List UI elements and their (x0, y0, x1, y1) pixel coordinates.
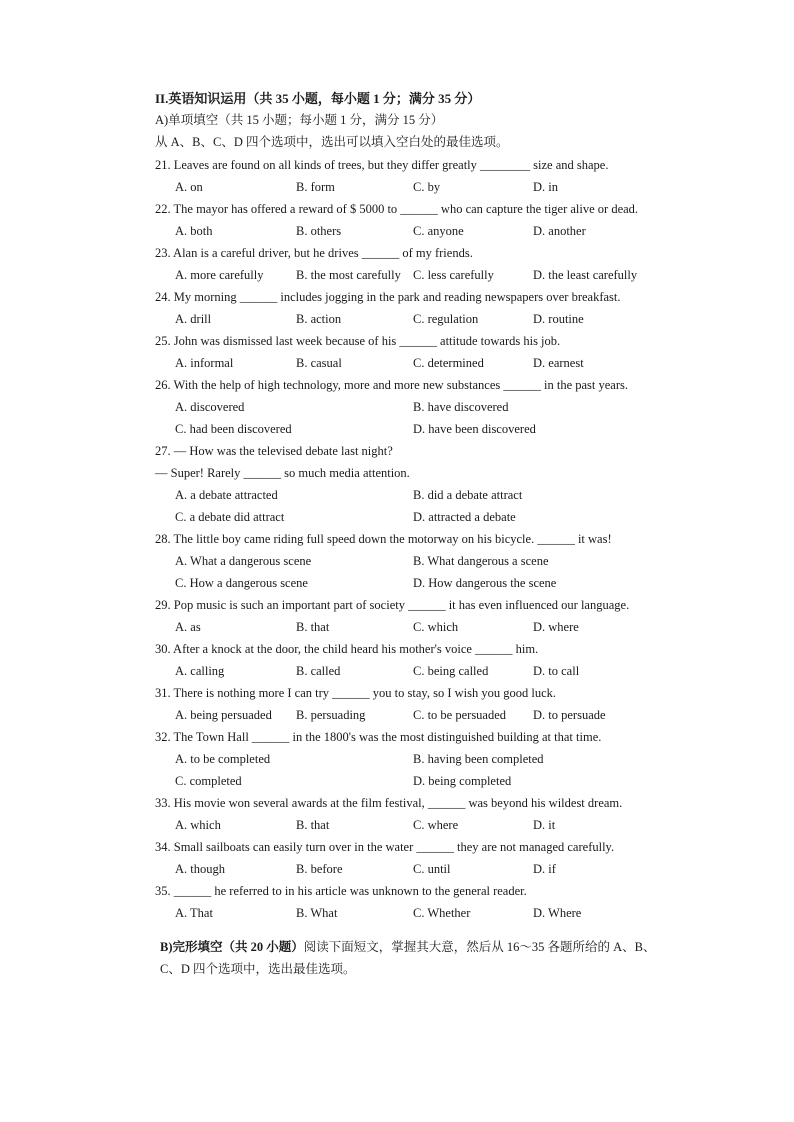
options-row (155, 814, 715, 836)
option-a: A. being persuaded (175, 708, 272, 722)
option-a: A. both (175, 224, 213, 238)
options-row (155, 616, 715, 638)
question-stem: 27. — How was the televised debate last night? (155, 444, 393, 458)
option-a: A. What a dangerous scene (175, 554, 312, 568)
question-item (155, 682, 715, 726)
option-c: C. regulation (413, 312, 479, 326)
option-d: D. to persuade (533, 708, 606, 722)
part-b-instruction-1: 阅读下面短文，掌握其大意，然后从 16～35 各题所给的 A、B、 (303, 940, 656, 954)
options-row (155, 396, 715, 418)
option-c: C. completed (175, 774, 242, 788)
question-item (155, 528, 715, 594)
instruction-text: 从 A、B、C、D 四个选项中，选出可以填入空白处的最佳选项。 (155, 135, 509, 149)
option-b: B. before (296, 862, 343, 876)
options-row (155, 506, 715, 528)
part-a-title: A)单项填空（共 15 小题；每小题 1 分，满分 15 分） (155, 113, 444, 127)
option-d: D. being completed (413, 774, 512, 788)
options-row (155, 550, 715, 572)
option-d: D. where (533, 620, 579, 634)
option-c: C. which (413, 620, 459, 634)
option-b: B. What (296, 906, 338, 920)
options-row (155, 176, 715, 198)
question-stem: 31. There is nothing more I can try ______ you to stay, so I wish you good luck. (155, 686, 556, 700)
part-b-instruction-2: C、D 四个选项中，选出最佳选项。 (160, 962, 356, 976)
option-c: C. by (413, 180, 441, 194)
question-item (155, 440, 715, 528)
option-d: D. if (533, 862, 556, 876)
option-a: A. which (175, 818, 221, 832)
option-b: B. the most carefully (296, 268, 401, 282)
question-item (155, 154, 715, 198)
part-b-intro (160, 936, 720, 980)
option-d: D. it (533, 818, 556, 832)
question-stem: 34. Small sailboats can easily turn over in the water ______ they are not managed carefully. (155, 840, 615, 854)
option-c: C. a debate did attract (175, 510, 285, 524)
question-item (155, 836, 715, 880)
option-b: B. action (296, 312, 342, 326)
option-b: B. What dangerous a scene (413, 554, 549, 568)
option-c: C. where (413, 818, 459, 832)
question-stem: 25. John was dismissed last week because of his ______ attitude towards his job. (155, 334, 561, 348)
options-row (155, 902, 715, 924)
options-row (155, 858, 715, 880)
option-a: A. calling (175, 664, 225, 678)
option-a: A. though (175, 862, 225, 876)
option-b: B. have discovered (413, 400, 509, 414)
question-item (155, 726, 715, 792)
options-row (155, 308, 715, 330)
part-b-title: B)完形填空（共 20 小题） (160, 940, 304, 954)
question-item (155, 594, 715, 638)
question-item (155, 880, 715, 924)
option-b: B. persuading (296, 708, 366, 722)
question-item (155, 242, 715, 286)
option-d: D. routine (533, 312, 584, 326)
question-stem: 32. The Town Hall ______ in the 1800's was the most distinguished building at that time. (155, 730, 602, 744)
option-b: B. having been completed (413, 752, 544, 766)
question-item (155, 286, 715, 330)
option-c: C. Whether (413, 906, 471, 920)
option-c: C. being called (413, 664, 489, 678)
option-b: B. casual (296, 356, 342, 370)
question-stem: 21. Leaves are found on all kinds of trees, but they differ greatly ________ size and shape. (155, 158, 609, 172)
option-d: D. attracted a debate (413, 510, 516, 524)
option-a: A. drill (175, 312, 212, 326)
question-item (155, 374, 715, 440)
option-b: B. form (296, 180, 335, 194)
question-item (155, 198, 715, 242)
question-item (155, 792, 715, 836)
option-a: A. discovered (175, 400, 245, 414)
question-stem: 28. The little boy came riding full speed down the motorway on his bicycle. ______ it was! (155, 532, 612, 546)
options-row (155, 352, 715, 374)
option-d: D. another (533, 224, 586, 238)
options-row (155, 484, 715, 506)
option-d: D. the least carefully (533, 268, 638, 282)
option-d: D. in (533, 180, 558, 194)
question-list (155, 154, 715, 924)
options-row (155, 264, 715, 286)
question-stem: 30. After a knock at the door, the child heard his mother's voice ______ him. (155, 642, 539, 656)
question-stem: 29. Pop music is such an important part of society ______ it has even influenced our language. (155, 598, 630, 612)
option-c: C. to be persuaded (413, 708, 507, 722)
option-d: D. to call (533, 664, 580, 678)
option-d: D. How dangerous the scene (413, 576, 557, 590)
question-item (155, 638, 715, 682)
option-a: A. to be completed (175, 752, 271, 766)
option-a: A. on (175, 180, 203, 194)
option-b: B. that (296, 818, 330, 832)
option-a: A. That (175, 906, 213, 920)
option-b: B. others (296, 224, 342, 238)
question-stem: 35. ______ he referred to in his article was unknown to the general reader. (155, 884, 527, 898)
options-row (155, 418, 715, 440)
option-d: D. Where (533, 906, 582, 920)
question-stem: 33. His movie won several awards at the film festival, ______ was beyond his wildest dream. (155, 796, 623, 810)
option-a: A. as (175, 620, 201, 634)
section-title: II.英语知识运用（共 35 小题，每小题 1 分；满分 35 分） (155, 91, 481, 106)
option-b: B. did a debate attract (413, 488, 523, 502)
option-c: C. determined (413, 356, 484, 370)
option-c: C. until (413, 862, 451, 876)
question-stem: 24. My morning ______ includes jogging in the park and reading newspapers over breakfast. (155, 290, 621, 304)
option-a: A. informal (175, 356, 234, 370)
options-row (155, 704, 715, 726)
options-row (155, 770, 715, 792)
option-c: C. anyone (413, 224, 464, 238)
question-stem: 26. With the help of high technology, more and more new substances ______ in the past years. (155, 378, 629, 392)
option-d: D. have been discovered (413, 422, 536, 436)
question-item (155, 330, 715, 374)
question-stem: 23. Alan is a careful driver, but he drives ______ of my friends. (155, 246, 473, 260)
option-a: A. more carefully (175, 268, 264, 282)
option-c: C. How a dangerous scene (175, 576, 308, 590)
options-row (155, 660, 715, 682)
options-row (155, 748, 715, 770)
option-c: C. less carefully (413, 268, 494, 282)
option-b: B. that (296, 620, 330, 634)
option-c: C. had been discovered (175, 422, 292, 436)
options-row (155, 572, 715, 594)
options-row (155, 220, 715, 242)
option-b: B. called (296, 664, 341, 678)
question-stem-reply: — Super! Rarely ______ so much media attention. (155, 466, 410, 480)
option-a: A. a debate attracted (175, 488, 278, 502)
option-d: D. earnest (533, 356, 584, 370)
question-stem: 22. The mayor has offered a reward of $ 5000 to ______ who can capture the tiger alive or dead. (155, 202, 639, 216)
